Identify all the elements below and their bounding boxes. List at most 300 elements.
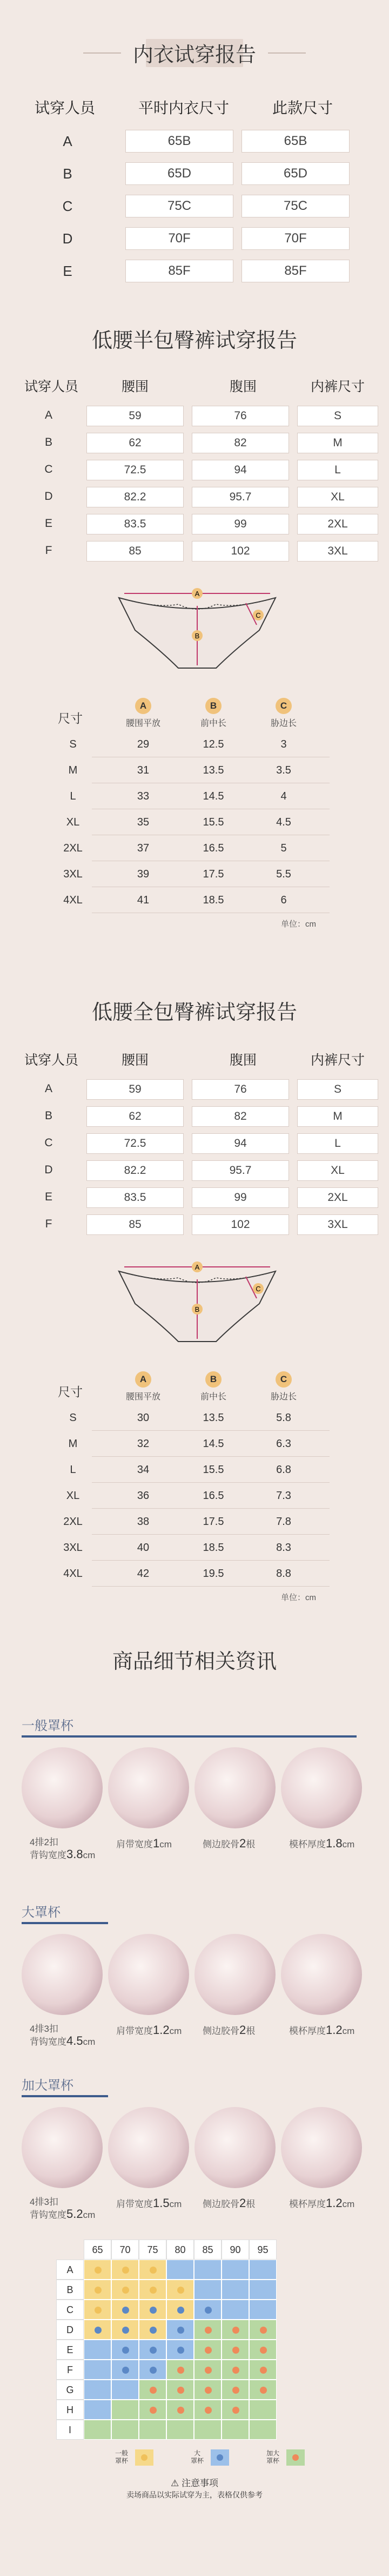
grid-cell bbox=[84, 2300, 111, 2320]
measure-label: B bbox=[205, 698, 222, 714]
fit-dot bbox=[150, 2327, 157, 2334]
tester-label: B bbox=[44, 436, 52, 448]
grid-cell bbox=[222, 2400, 249, 2420]
diagram-label-a: A bbox=[194, 590, 200, 598]
fit-dot bbox=[150, 2407, 157, 2414]
caption-hook bbox=[30, 1837, 105, 1861]
size-value: 6.3 bbox=[276, 1438, 291, 1450]
caption-value: 2 bbox=[239, 1837, 246, 1850]
this-size-cell: 70F bbox=[242, 227, 350, 250]
abdomen-cell: 94 bbox=[192, 1133, 289, 1154]
fit-dot bbox=[95, 2267, 102, 2274]
fit-dot bbox=[150, 2347, 157, 2354]
caption-label: 背钩宽度 bbox=[30, 2210, 66, 2220]
brief-size-cell: M bbox=[297, 433, 378, 453]
size-value: 18.5 bbox=[203, 1542, 224, 1554]
legend-dot bbox=[292, 2454, 299, 2461]
detail-photo bbox=[194, 2107, 276, 2188]
size-value: 14.5 bbox=[203, 1438, 224, 1450]
fit-dot bbox=[150, 2367, 157, 2374]
grid-cell bbox=[139, 2260, 166, 2280]
fit-dot bbox=[205, 2367, 212, 2374]
size-value: 6 bbox=[280, 894, 287, 906]
detail-photo bbox=[281, 2107, 362, 2188]
grid-col-header: 75 bbox=[139, 2240, 166, 2260]
grid-cell bbox=[139, 2360, 166, 2380]
size-value: 12.5 bbox=[203, 738, 224, 750]
size-label: S bbox=[69, 738, 77, 750]
caption-label: 肩带宽度 bbox=[116, 2199, 153, 2209]
caption bbox=[289, 1837, 370, 1851]
size-value: 13.5 bbox=[203, 1412, 224, 1424]
diagram-label-a: A bbox=[194, 1263, 200, 1271]
size-value: 17.5 bbox=[203, 1516, 224, 1528]
size-label: 2XL bbox=[63, 842, 83, 854]
brief-size-cell: M bbox=[297, 1106, 378, 1127]
legend-swatch bbox=[211, 2449, 229, 2466]
fit-dot bbox=[177, 2287, 184, 2294]
caption-value: 1.2 bbox=[153, 2023, 170, 2037]
waist-cell: 85 bbox=[86, 1214, 184, 1235]
grid-cell bbox=[84, 2340, 111, 2360]
caption bbox=[116, 2196, 197, 2210]
bra-report-title bbox=[32, 38, 357, 68]
grid-row-header: G bbox=[56, 2380, 84, 2400]
size-value: 32 bbox=[137, 1438, 150, 1450]
usual-size-cell: 65B bbox=[125, 130, 233, 153]
abdomen-cell: 82 bbox=[192, 1106, 289, 1127]
grid-cell bbox=[194, 2400, 222, 2420]
size-value: 17.5 bbox=[203, 868, 224, 880]
size-label: 4XL bbox=[63, 1568, 83, 1580]
grid-cell bbox=[194, 2420, 222, 2440]
fit-dot bbox=[260, 2367, 267, 2374]
notice-text: 卖场商品以实际试穿为主，表格仅供参考 bbox=[126, 2491, 263, 2499]
grid-cell bbox=[194, 2320, 222, 2340]
grid-cell bbox=[222, 2340, 249, 2360]
tester-label: F bbox=[45, 1218, 52, 1230]
grid-cell bbox=[166, 2320, 194, 2340]
grid-cell bbox=[84, 2320, 111, 2340]
caption-label: 背钩宽度 bbox=[30, 1850, 66, 1860]
waist-cell: 59 bbox=[86, 406, 184, 426]
caption-value: 1.5 bbox=[153, 2196, 170, 2210]
fit-dot bbox=[232, 2387, 239, 2394]
brief-size-cell: L bbox=[297, 460, 378, 480]
grid-cell bbox=[111, 2420, 139, 2440]
grid-cell bbox=[166, 2380, 194, 2400]
brief-size-cell: 3XL bbox=[297, 541, 378, 562]
row-divider bbox=[92, 1534, 330, 1535]
fit-dot bbox=[122, 2267, 129, 2274]
legend-label: 加大 罩杯 bbox=[266, 2449, 279, 2465]
tester-label: A bbox=[44, 409, 52, 421]
size-value: 5 bbox=[280, 842, 287, 854]
column-header: 腰围 bbox=[121, 379, 149, 394]
grid-cell bbox=[249, 2320, 277, 2340]
caption-rows: 4排2扣 bbox=[30, 1837, 58, 1847]
grid-cell bbox=[111, 2340, 139, 2360]
tester-label: C bbox=[44, 1137, 53, 1149]
size-label: S bbox=[69, 1412, 77, 1424]
column-header: 平时内衣尺寸 bbox=[138, 100, 229, 116]
grid-cell bbox=[166, 2340, 194, 2360]
row-divider bbox=[92, 1508, 330, 1509]
detail-photo bbox=[108, 2107, 189, 2188]
brief-size-cell: S bbox=[297, 406, 378, 426]
grid-cell bbox=[139, 2400, 166, 2420]
tester-label: D bbox=[44, 490, 53, 503]
grid-cell bbox=[166, 2360, 194, 2380]
grid-cell bbox=[111, 2300, 139, 2320]
size-value: 15.5 bbox=[203, 1464, 224, 1476]
waist-cell: 83.5 bbox=[86, 514, 184, 534]
grid-cell bbox=[166, 2280, 194, 2300]
waist-cell: 62 bbox=[86, 1106, 184, 1127]
caption-label: 侧边胶骨 bbox=[203, 2026, 239, 2036]
tester-label: B bbox=[63, 166, 72, 182]
size-value: 38 bbox=[137, 1516, 150, 1528]
grid-cell bbox=[139, 2420, 166, 2440]
caption-label: 模杯厚度 bbox=[289, 1839, 326, 1850]
fit-dot bbox=[122, 2367, 129, 2374]
waist-cell: 85 bbox=[86, 541, 184, 562]
fit-dot bbox=[232, 2407, 239, 2414]
grid-cell bbox=[249, 2300, 277, 2320]
size-value: 42 bbox=[137, 1568, 150, 1580]
usual-size-cell: 75C bbox=[125, 195, 233, 217]
detail-photo bbox=[281, 1747, 362, 1828]
diagram-label-b: B bbox=[194, 632, 200, 640]
detail-photo bbox=[22, 1934, 103, 2015]
grid-cell bbox=[222, 2420, 249, 2440]
size-value: 7.3 bbox=[276, 1490, 291, 1502]
grid-row-header: C bbox=[56, 2300, 84, 2320]
grid-cell bbox=[111, 2320, 139, 2340]
waist-cell: 72.5 bbox=[86, 460, 184, 480]
this-size-cell: 75C bbox=[242, 195, 350, 217]
fit-dot bbox=[177, 2307, 184, 2314]
caption bbox=[116, 2023, 197, 2037]
column-header: 此款尺寸 bbox=[272, 100, 333, 116]
waist-cell: 72.5 bbox=[86, 1133, 184, 1154]
full-brief-report-title bbox=[32, 995, 357, 1025]
caption-unit: cm bbox=[169, 2199, 182, 2209]
grid-cell bbox=[84, 2400, 111, 2420]
fit-dot bbox=[177, 2387, 184, 2394]
size-value: 4.5 bbox=[276, 816, 291, 828]
grid-cell bbox=[222, 2280, 249, 2300]
section-title: 内衣试穿报告 bbox=[132, 44, 256, 67]
fit-dot bbox=[205, 2327, 212, 2334]
caption-unit: 根 bbox=[246, 2199, 256, 2209]
grid-row-header: E bbox=[56, 2340, 84, 2360]
diagram-label-c: C bbox=[256, 611, 261, 619]
waist-cell: 82.2 bbox=[86, 487, 184, 507]
grid-cell bbox=[194, 2360, 222, 2380]
measure-name: 腰围平放 bbox=[125, 719, 160, 728]
grid-col-header: 85 bbox=[194, 2240, 222, 2260]
size-value: 35 bbox=[137, 816, 150, 828]
size-value: 19.5 bbox=[203, 1568, 224, 1580]
detail-photo bbox=[281, 1934, 362, 2015]
caption-unit: 根 bbox=[246, 1839, 256, 1850]
caption-line bbox=[30, 1848, 105, 1861]
this-size-cell: 85F bbox=[242, 260, 350, 282]
fit-dot bbox=[122, 2307, 129, 2314]
brief-size-cell: L bbox=[297, 1133, 378, 1154]
waist-cell: 83.5 bbox=[86, 1187, 184, 1208]
detail-photo bbox=[108, 1934, 189, 2015]
caption-value: 1.2 bbox=[326, 2196, 343, 2210]
notice-title: ⚠ 注意事项 bbox=[171, 2478, 218, 2488]
grid-cell bbox=[111, 2260, 139, 2280]
grid-col-header: 90 bbox=[222, 2240, 249, 2260]
tester-label: A bbox=[63, 133, 72, 149]
size-value: 33 bbox=[137, 790, 150, 802]
caption-rows: 4排3扣 bbox=[30, 2197, 58, 2207]
size-value: 8.3 bbox=[276, 1542, 291, 1554]
caption-rows: 4排3扣 bbox=[30, 2024, 58, 2034]
row-divider bbox=[92, 1430, 330, 1431]
grid-cell bbox=[139, 2320, 166, 2340]
size-label: XL bbox=[66, 816, 80, 828]
group-label: 一般罩杯 bbox=[22, 1719, 73, 1733]
size-value: 15.5 bbox=[203, 816, 224, 828]
size-label: 3XL bbox=[63, 1542, 83, 1554]
brief-size-cell: 3XL bbox=[297, 1214, 378, 1235]
size-label: XL bbox=[66, 1490, 80, 1502]
grid-row-header: I bbox=[56, 2420, 84, 2440]
abdomen-cell: 99 bbox=[192, 514, 289, 534]
grid-cell bbox=[166, 2400, 194, 2420]
caption-value: 1.2 bbox=[326, 2023, 343, 2037]
grid-cell bbox=[139, 2280, 166, 2300]
size-header: 尺寸 bbox=[58, 1385, 83, 1399]
group-label: 加大罩杯 bbox=[22, 2078, 73, 2093]
size-label: M bbox=[68, 764, 78, 776]
grid-cell bbox=[111, 2360, 139, 2380]
grid-cell bbox=[84, 2280, 111, 2300]
tester-label: E bbox=[44, 517, 52, 530]
column-header: 腰围 bbox=[121, 1053, 149, 1068]
caption-value: 1 bbox=[153, 1837, 160, 1850]
fit-dot bbox=[150, 2307, 157, 2314]
unit-note: 单位：cm bbox=[281, 920, 316, 929]
grid-row-header: D bbox=[56, 2320, 84, 2340]
grid-cell bbox=[194, 2300, 222, 2320]
usual-size-cell: 65D bbox=[125, 162, 233, 185]
legend-swatch bbox=[135, 2449, 153, 2466]
caption-line bbox=[30, 2035, 105, 2048]
size-value: 34 bbox=[137, 1464, 150, 1476]
grid-cell bbox=[111, 2380, 139, 2400]
fit-dot bbox=[232, 2347, 239, 2354]
detail-photo bbox=[108, 1747, 189, 1828]
grid-row-header: F bbox=[56, 2360, 84, 2380]
fit-dot bbox=[95, 2307, 102, 2314]
size-label: 4XL bbox=[63, 894, 83, 906]
group-divider bbox=[22, 2095, 108, 2097]
size-label: L bbox=[70, 790, 76, 802]
half-brief-report-title bbox=[32, 323, 357, 353]
row-divider bbox=[92, 1586, 330, 1587]
caption-label: 侧边胶骨 bbox=[203, 1839, 239, 1850]
this-size-cell: 65D bbox=[242, 162, 350, 185]
tester-label: E bbox=[63, 263, 72, 279]
fit-dot bbox=[177, 2347, 184, 2354]
title-line-left bbox=[83, 52, 121, 54]
detail-photo bbox=[22, 1747, 103, 1828]
caption-label: 背钩宽度 bbox=[30, 2037, 66, 2047]
legend-label: 一般 罩杯 bbox=[115, 2449, 128, 2465]
grid-cell bbox=[249, 2380, 277, 2400]
size-value: 29 bbox=[137, 738, 150, 750]
tester-label: D bbox=[44, 1164, 53, 1176]
grid-row-header: A bbox=[56, 2260, 84, 2280]
grid-cell bbox=[84, 2420, 111, 2440]
tester-label: C bbox=[62, 198, 73, 214]
grid-cell bbox=[222, 2300, 249, 2320]
caption-label: 肩带宽度 bbox=[116, 2026, 153, 2036]
legend-swatch bbox=[286, 2449, 305, 2466]
brief-diagram bbox=[108, 582, 286, 673]
tester-label: E bbox=[44, 1191, 52, 1203]
measure-name: 胁边长 bbox=[270, 719, 297, 728]
abdomen-cell: 76 bbox=[192, 1079, 289, 1100]
size-value: 3.5 bbox=[276, 764, 291, 776]
grid-row-header: B bbox=[56, 2280, 84, 2300]
tester-label: A bbox=[44, 1082, 52, 1095]
size-value: 8.8 bbox=[276, 1568, 291, 1580]
fit-dot bbox=[95, 2287, 102, 2294]
grid-cell bbox=[249, 2360, 277, 2380]
size-value: 37 bbox=[137, 842, 150, 854]
caption-unit: cm bbox=[342, 2026, 355, 2036]
column-header: 试穿人员 bbox=[24, 1053, 78, 1068]
caption bbox=[203, 1837, 284, 1851]
section-title: 低腰全包臀裤试穿报告 bbox=[91, 1001, 297, 1024]
grid-cell bbox=[111, 2280, 139, 2300]
caption-label: 模杯厚度 bbox=[289, 2199, 326, 2209]
size-value: 30 bbox=[137, 1412, 150, 1424]
section-title: 低腰半包臀裤试穿报告 bbox=[91, 329, 297, 352]
size-value: 4 bbox=[280, 790, 287, 802]
size-header: 尺寸 bbox=[58, 711, 83, 725]
grid-cell bbox=[111, 2400, 139, 2420]
measure-label: C bbox=[276, 698, 292, 714]
grid-row-header: H bbox=[56, 2400, 84, 2420]
fit-dot bbox=[122, 2287, 129, 2294]
grid-col-header: 80 bbox=[166, 2240, 194, 2260]
abdomen-cell: 82 bbox=[192, 433, 289, 453]
measure-name: 前中长 bbox=[200, 1392, 226, 1402]
group-label: 大罩杯 bbox=[22, 1905, 61, 1920]
row-divider bbox=[92, 1456, 330, 1457]
size-label: 3XL bbox=[63, 868, 83, 880]
size-value: 5.8 bbox=[276, 1412, 291, 1424]
caption-unit: cm bbox=[83, 2210, 96, 2220]
size-value: 14.5 bbox=[203, 790, 224, 802]
caption-unit: cm bbox=[83, 1850, 96, 1860]
caption-unit: cm bbox=[342, 1839, 355, 1850]
detail-info-title bbox=[32, 1644, 357, 1674]
caption-line bbox=[30, 2208, 105, 2221]
brief-size-cell: 2XL bbox=[297, 1187, 378, 1208]
caption-unit: cm bbox=[83, 2037, 96, 2047]
grid-cell bbox=[194, 2340, 222, 2360]
row-divider bbox=[92, 1482, 330, 1483]
measure-name: 前中长 bbox=[200, 719, 226, 728]
section-title: 商品细节相关资讯 bbox=[112, 1650, 277, 1673]
caption-hook bbox=[30, 2196, 105, 2221]
size-value: 13.5 bbox=[203, 764, 224, 776]
caption bbox=[116, 1837, 197, 1851]
grid-col-header: 95 bbox=[249, 2240, 277, 2260]
caption bbox=[203, 2023, 284, 2037]
fit-dot bbox=[177, 2407, 184, 2414]
measure-label: A bbox=[135, 1371, 151, 1388]
caption-unit: cm bbox=[159, 1839, 172, 1850]
grid-cell bbox=[166, 2260, 194, 2280]
grid-cell bbox=[84, 2260, 111, 2280]
size-value: 5.5 bbox=[276, 868, 291, 880]
column-header: 腹围 bbox=[229, 1053, 257, 1068]
measure-label: A bbox=[135, 698, 151, 714]
caption-value: 3.8 bbox=[66, 1847, 83, 1861]
grid-cell bbox=[139, 2380, 166, 2400]
caption-unit: 根 bbox=[246, 2026, 256, 2036]
fit-dot bbox=[122, 2327, 129, 2334]
abdomen-cell: 102 bbox=[192, 1214, 289, 1235]
size-label: M bbox=[68, 1438, 78, 1450]
column-header: 腹围 bbox=[229, 379, 257, 394]
detail-photo bbox=[194, 1934, 276, 2015]
grid-cell bbox=[166, 2300, 194, 2320]
size-value: 36 bbox=[137, 1490, 150, 1502]
fit-dot bbox=[205, 2387, 212, 2394]
fit-dot bbox=[177, 2367, 184, 2374]
size-value: 41 bbox=[137, 894, 150, 906]
size-value: 31 bbox=[137, 764, 150, 776]
grid-cell bbox=[194, 2380, 222, 2400]
fit-dot bbox=[205, 2307, 212, 2314]
caption bbox=[203, 2196, 284, 2210]
grid-cell bbox=[222, 2380, 249, 2400]
abdomen-cell: 95.7 bbox=[192, 487, 289, 507]
grid-cell bbox=[249, 2340, 277, 2360]
caption-unit: cm bbox=[169, 2026, 182, 2036]
legend-label: 大 罩杯 bbox=[190, 2449, 204, 2465]
grid-cell bbox=[249, 2400, 277, 2420]
caption-label: 肩带宽度 bbox=[116, 1839, 153, 1850]
fit-dot bbox=[260, 2347, 267, 2354]
caption bbox=[289, 2023, 370, 2037]
grid-cell bbox=[222, 2260, 249, 2280]
abdomen-cell: 95.7 bbox=[192, 1160, 289, 1181]
grid-cell bbox=[222, 2320, 249, 2340]
tester-label: F bbox=[45, 544, 52, 557]
fit-dot bbox=[150, 2387, 157, 2394]
caption-value: 4.5 bbox=[66, 2034, 83, 2047]
grid-cell bbox=[249, 2280, 277, 2300]
fit-dot bbox=[260, 2387, 267, 2394]
brief-size-cell: XL bbox=[297, 1160, 378, 1181]
fit-dot bbox=[232, 2327, 239, 2334]
caption-value: 2 bbox=[239, 2023, 246, 2037]
tester-label: C bbox=[44, 463, 53, 475]
size-value: 7.8 bbox=[276, 1516, 291, 1528]
